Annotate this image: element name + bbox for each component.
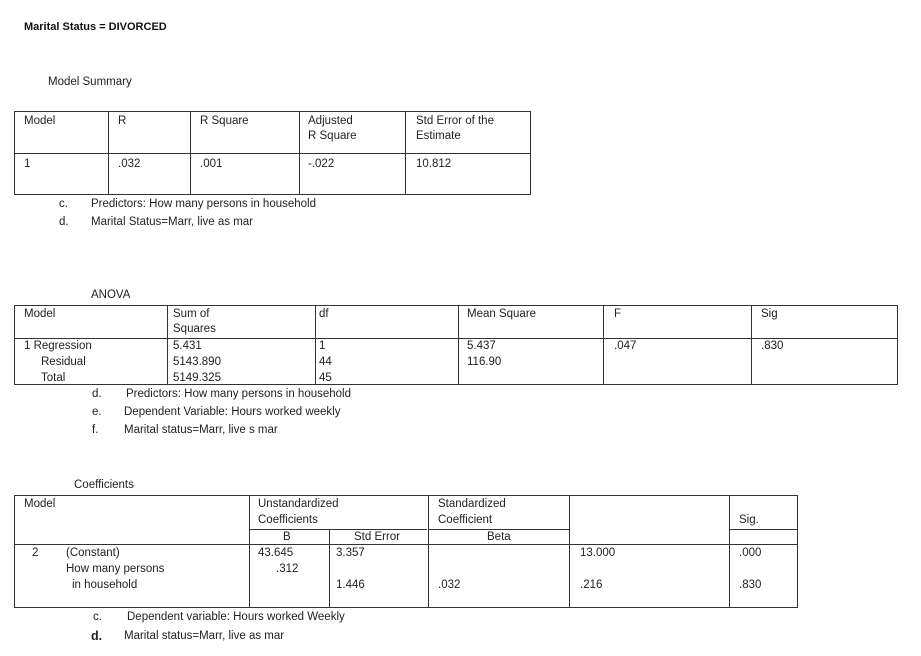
coef-col-coefficient: Coefficient (438, 514, 493, 526)
anova-note-text: Dependent Variable: Hours worked weekly (124, 406, 341, 418)
coef-col-standardized: Standardized (438, 498, 506, 510)
coef-note-marker: c. (93, 611, 102, 623)
model-summary-heading: Model Summary (48, 76, 132, 88)
coef-row-beta: .032 (438, 579, 461, 591)
coef-col-beta: Beta (487, 531, 511, 543)
anova-col-df: df (319, 308, 329, 320)
anova-row-df: 45 (319, 372, 332, 384)
coef-note-text: Marital status=Marr, live as mar (124, 630, 285, 642)
anova-col-mean-square: Mean Square (467, 308, 537, 320)
coef-col-b: B (283, 531, 291, 543)
coef-col-sig: Sig. (739, 514, 759, 526)
anova-note-text: Predictors: How many persons in household (126, 388, 352, 400)
anova-row-mean-square: 116.90 (467, 356, 502, 368)
ms-row-model: 1 (24, 158, 31, 170)
coef-row-t: .216 (580, 579, 603, 591)
ms-row-adj-r-square: -.022 (308, 158, 335, 170)
ms-col-adjusted: Adjusted (308, 115, 353, 127)
anova-row-sig: .830 (761, 340, 784, 352)
anova-col-squares: Squares (173, 323, 216, 335)
ms-row-r: .032 (118, 158, 141, 170)
coef-col-std-error: Std Error (354, 531, 401, 543)
anova-note-marker: f. (92, 424, 99, 436)
anova-row-f: .047 (614, 340, 637, 352)
coef-model-number: 2 (32, 547, 39, 559)
coefficients-heading: Coefficients (74, 479, 134, 491)
coef-col-model: Model (24, 498, 56, 510)
ms-col-adjusted-r-square: R Square (308, 130, 357, 142)
ms-row-r-square: .001 (200, 158, 223, 170)
ms-col-r-square: R Square (200, 115, 249, 127)
coef-col-unstandardized: Unstandardized (258, 498, 339, 510)
coef-row-label: How many persons (66, 563, 165, 575)
coef-row-std-error: 1.446 (336, 579, 365, 591)
coef-row-label: in household (72, 579, 138, 591)
anova-row-label: Total (41, 372, 66, 384)
ms-row-std-error: 10.812 (416, 158, 452, 170)
ms-col-r: R (118, 115, 127, 127)
coef-note-text: Dependent variable: Hours worked Weekly (127, 611, 345, 623)
anova-row-label: 1 Regression (24, 340, 92, 352)
page-title: Marital Status = DIVORCED (24, 21, 167, 33)
anova-col-sig: Sig (761, 308, 778, 320)
anova-row-df: 1 (319, 340, 326, 352)
coef-note-marker: d. (91, 629, 103, 643)
coef-row-sig: .000 (739, 547, 762, 559)
anova-heading: ANOVA (91, 289, 131, 301)
anova-col-f: F (614, 308, 622, 320)
ms-note-text: Marital Status=Marr, live as mar (91, 216, 254, 228)
anova-row-sum-sq: 5143.890 (173, 356, 221, 368)
anova-row-sum-sq: 5149.325 (173, 372, 221, 384)
anova-row-df: 44 (319, 356, 332, 368)
anova-row-sum-sq: 5.431 (173, 340, 202, 352)
coef-row-label: (Constant) (66, 547, 120, 559)
coef-row-t: 13.000 (580, 547, 616, 559)
coef-col-coefficients: Coefficients (258, 514, 318, 526)
ms-col-model: Model (24, 115, 56, 127)
coef-row-std-error: 3.357 (336, 547, 365, 559)
ms-col-estimate: Estimate (416, 130, 461, 142)
ms-note-text: Predictors: How many persons in household (91, 198, 317, 210)
anova-note-marker: d. (92, 388, 102, 400)
coef-row-b: 43.645 (258, 547, 294, 559)
anova-row-mean-square: 5.437 (467, 340, 496, 352)
ms-note-marker: d. (59, 216, 69, 228)
anova-col-model: Model (24, 308, 56, 320)
ms-col-std-error: Std Error of the (416, 115, 494, 127)
coef-row-b: .312 (276, 563, 299, 575)
anova-col-sum-of: Sum of (173, 308, 210, 320)
anova-note-marker: e. (92, 406, 102, 418)
anova-row-label: Residual (41, 356, 86, 368)
ms-note-marker: c. (59, 198, 68, 210)
coef-row-sig: .830 (739, 579, 762, 591)
anova-note-text: Marital status=Marr, live s mar (124, 424, 278, 436)
